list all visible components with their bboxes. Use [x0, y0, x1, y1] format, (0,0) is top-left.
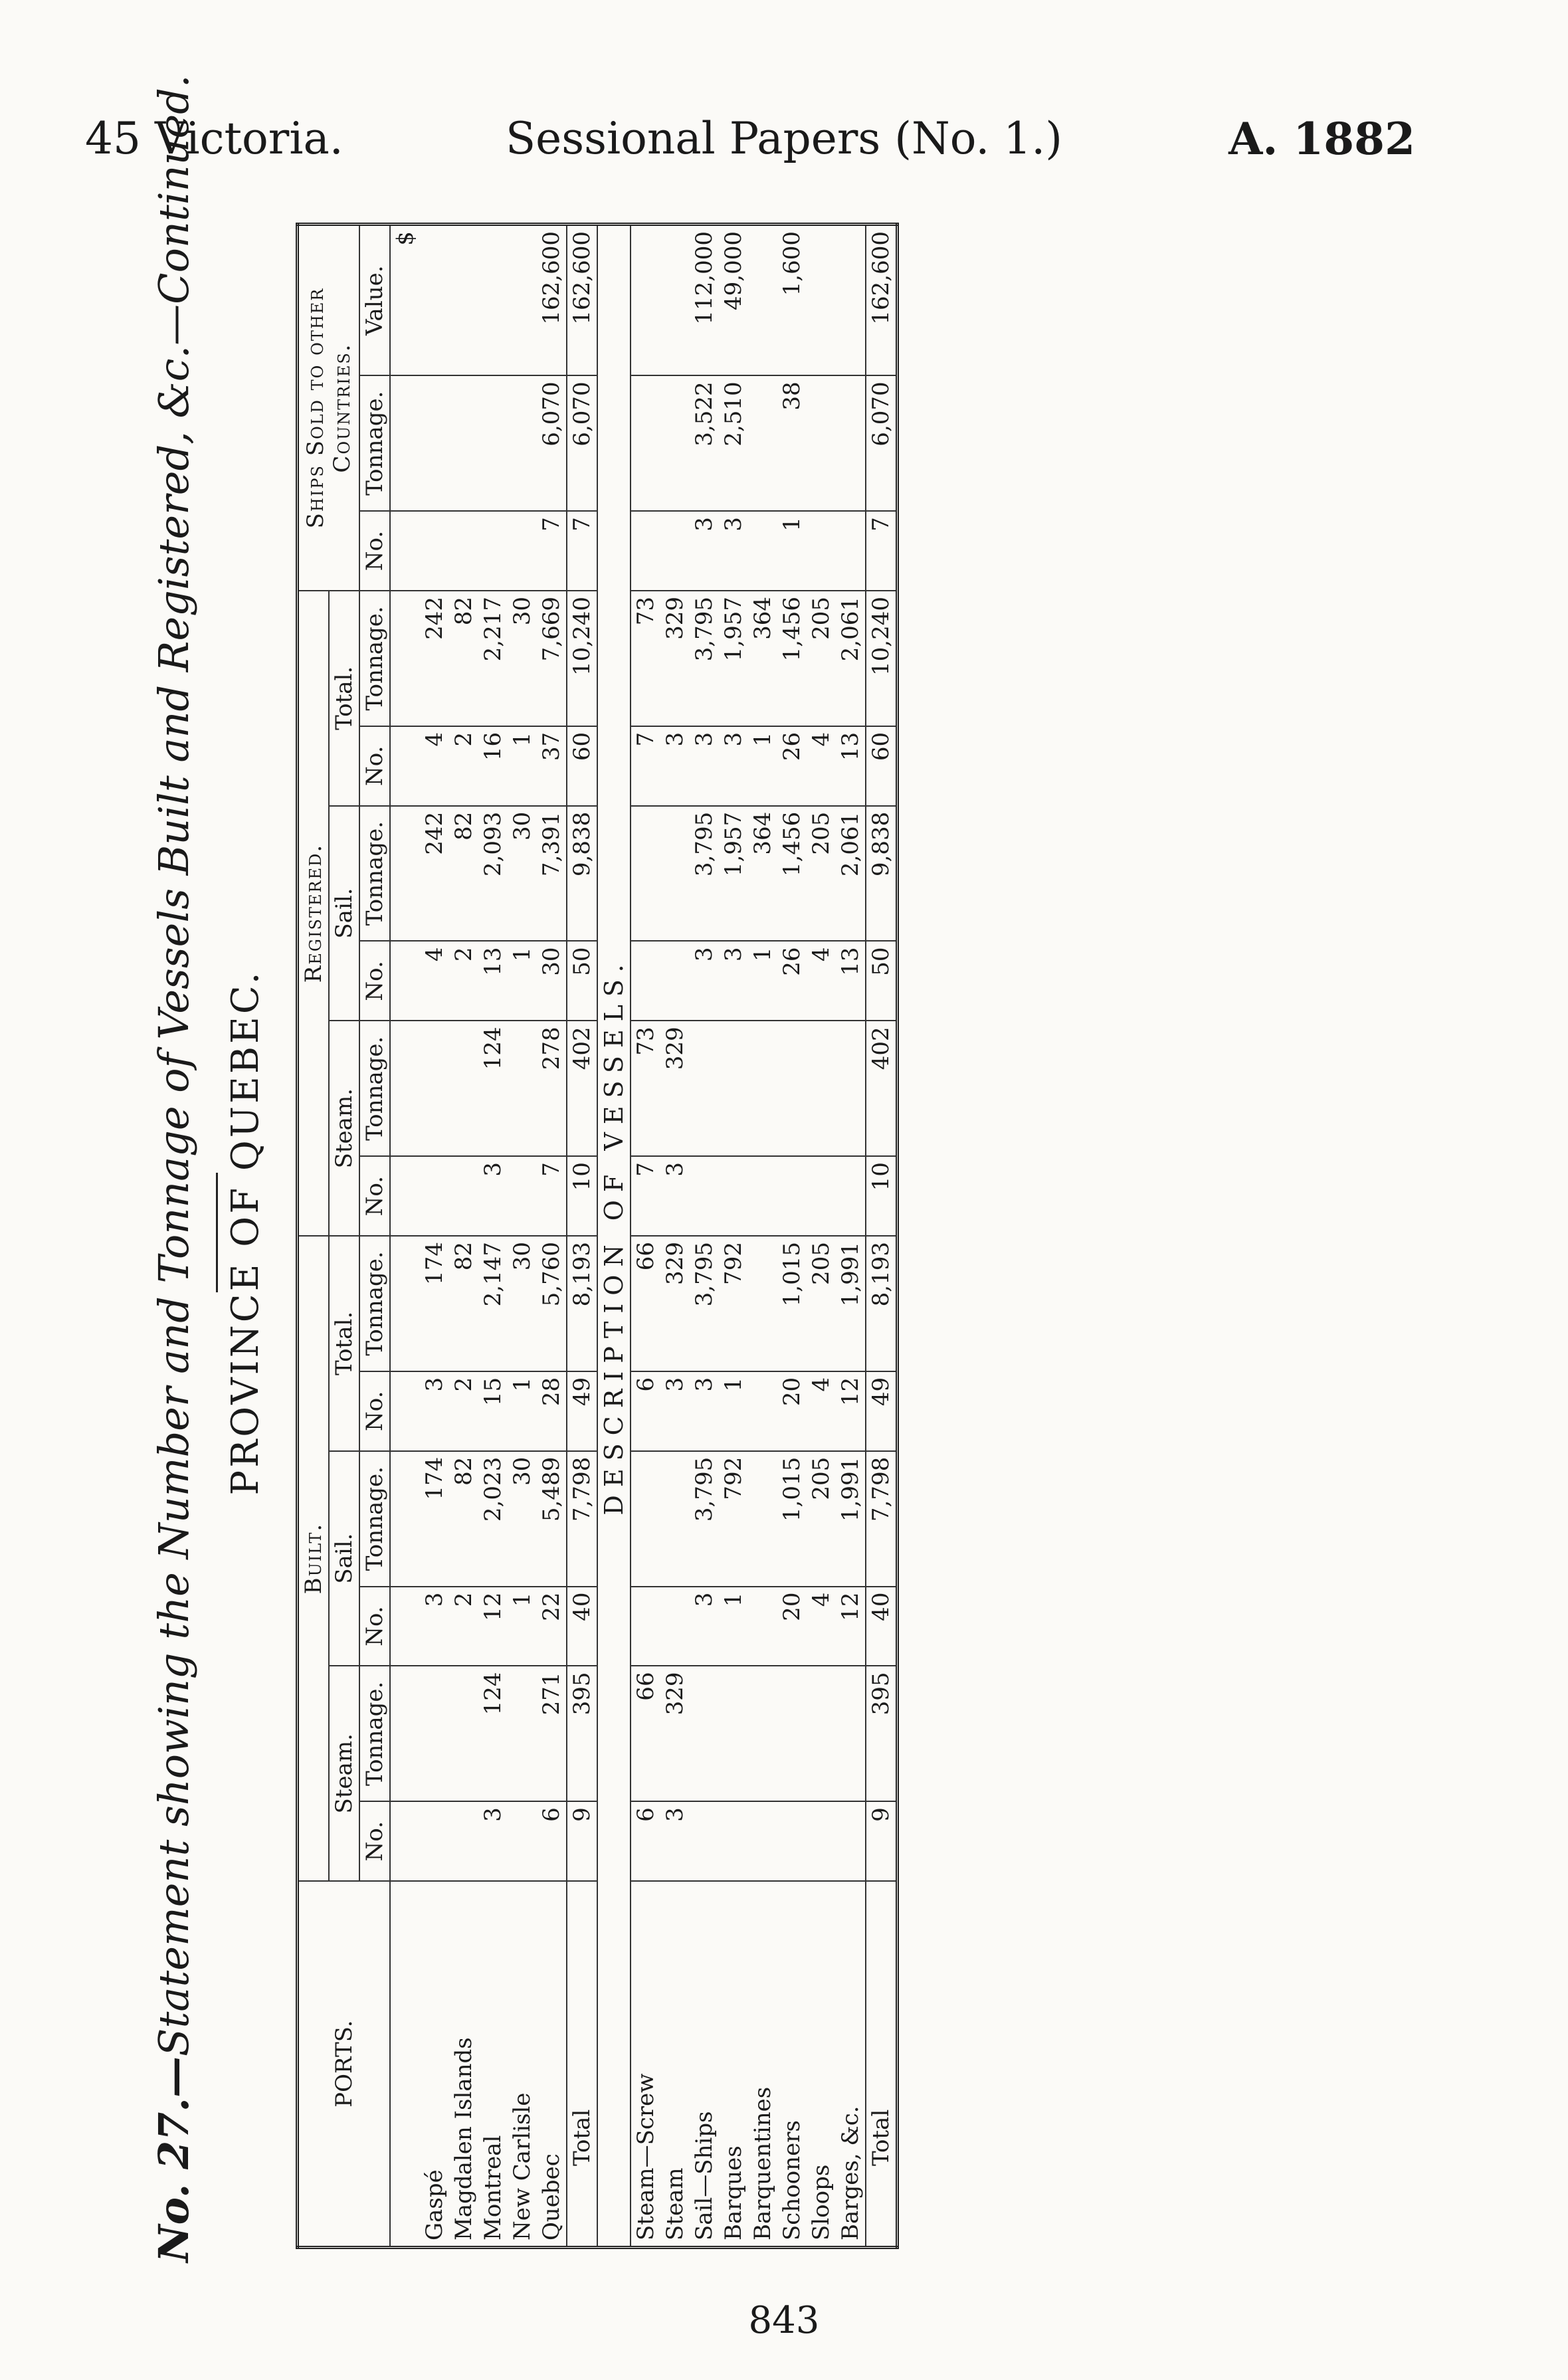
cell-r-st-no — [777, 1156, 807, 1236]
cell-r-st-t: 329 — [660, 1021, 690, 1156]
row-label: New Carlisle — [508, 1881, 537, 2247]
cell-b-st-t — [807, 1666, 836, 1801]
cell-b-st-t — [508, 1666, 537, 1801]
year-label: A. 1882 — [1228, 113, 1415, 165]
cell-s-no — [478, 511, 508, 591]
cell-b-sa-t: 1,015 — [777, 1451, 807, 1587]
cell-s-t — [836, 375, 866, 511]
cell-b-to-t: 8,193 — [866, 1236, 898, 1371]
row-label: Total — [866, 1881, 898, 2247]
cell-r-sa-no: 50 — [866, 942, 898, 1021]
session-label: 45 Victoria. — [85, 113, 343, 164]
cell-r-sa-t — [660, 806, 690, 942]
cell-r-sa-t: 82 — [449, 806, 478, 942]
cell-r-st-t: 73 — [631, 1021, 660, 1156]
cell-r-st-t — [719, 1021, 748, 1156]
cell-r-to-no: 4 — [420, 726, 449, 806]
cell-b-sa-t — [631, 1451, 660, 1587]
cell-b-st-t: 395 — [567, 1666, 597, 1801]
cell-r-to-t: 1,957 — [719, 591, 748, 726]
cell-b-to-no: 3 — [660, 1371, 690, 1451]
cell-r-to-t: 30 — [508, 591, 537, 726]
cell-r-st-no: 7 — [631, 1156, 660, 1236]
cell-s-t — [748, 375, 777, 511]
cell-b-st-no — [690, 1801, 719, 1881]
cell-b-sa-t: 30 — [508, 1451, 537, 1587]
cell-b-sa-no: 40 — [567, 1587, 597, 1666]
sessional-papers-label: Sessional Papers (No. 1.) — [505, 113, 1063, 164]
cell-s-no — [748, 511, 777, 591]
cell-s-v — [420, 225, 449, 376]
cell-b-to-no: 49 — [567, 1371, 597, 1451]
built-header: Built. — [298, 1236, 330, 1881]
cell-r-st-no: 7 — [537, 1156, 567, 1236]
cell-r-to-no: 60 — [567, 726, 597, 806]
cell-b-sa-t: 5,489 — [537, 1451, 567, 1587]
row-label: Quebec — [537, 1881, 567, 2247]
cell-r-to-t: 242 — [420, 591, 449, 726]
cell-r-sa-t: 3,795 — [690, 806, 719, 942]
cell-r-to-t: 3,795 — [690, 591, 719, 726]
row-label: Total — [567, 1881, 597, 2247]
cell-s-no — [836, 511, 866, 591]
cell-b-sa-t: 205 — [807, 1451, 836, 1587]
cell-b-sa-no: 3 — [420, 1587, 449, 1666]
cell-r-st-no: 10 — [567, 1156, 597, 1236]
cell-b-to-no: 1 — [719, 1371, 748, 1451]
cell-b-to-no: 1 — [508, 1371, 537, 1451]
cell-b-st-no: 6 — [537, 1801, 567, 1881]
cell-b-to-no: 15 — [478, 1371, 508, 1451]
cell-b-sa-no: 22 — [537, 1587, 567, 1666]
port-row — [449, 225, 478, 2248]
cell-r-st-no — [836, 1156, 866, 1236]
cell-b-st-no: 9 — [866, 1801, 898, 1881]
cell-b-to-no: 3 — [690, 1371, 719, 1451]
cell-r-st-no: 3 — [478, 1156, 508, 1236]
cell-r-to-t: 364 — [748, 591, 777, 726]
cell-r-to-t: 10,240 — [567, 591, 597, 726]
cell-r-sa-t: 2,061 — [836, 806, 866, 942]
cell-s-t — [449, 375, 478, 511]
cell-r-st-no — [449, 1156, 478, 1236]
cell-b-sa-t: 1,991 — [836, 1451, 866, 1587]
cell-r-to-no: 37 — [537, 726, 567, 806]
cell-b-sa-no: 12 — [836, 1587, 866, 1666]
province-title: PROVINCE OF QUEBEC. — [224, 969, 267, 1496]
cell-r-st-no — [719, 1156, 748, 1236]
cell-b-sa-no: 1 — [719, 1587, 748, 1666]
cell-r-sa-no — [631, 942, 660, 1021]
cell-b-sa-no: 12 — [478, 1587, 508, 1666]
dollar-row — [390, 225, 420, 2248]
cell-b-sa-t: 3,795 — [690, 1451, 719, 1587]
cell-b-to-no: 20 — [777, 1371, 807, 1451]
cell-r-sa-no: 4 — [807, 942, 836, 1021]
cell-b-sa-no: 40 — [866, 1587, 898, 1666]
col-no: No. — [359, 1371, 390, 1451]
row-label: Montreal — [478, 1881, 508, 2247]
cell-b-to-no: 4 — [807, 1371, 836, 1451]
cell-b-sa-t: 2,023 — [478, 1451, 508, 1587]
cell-r-sa-no: 13 — [836, 942, 866, 1021]
cell-s-t — [508, 375, 537, 511]
cell-s-t — [420, 375, 449, 511]
row-label: Sloops — [807, 1881, 836, 2247]
cell-r-st-t — [807, 1021, 836, 1156]
cell-r-st-t — [508, 1021, 537, 1156]
cell-r-st-t — [836, 1021, 866, 1156]
cell-b-st-t — [836, 1666, 866, 1801]
cell-b-sa-t: 7,798 — [866, 1451, 898, 1587]
cell-r-st-no — [508, 1156, 537, 1236]
cell-r-st-no — [807, 1156, 836, 1236]
cell-b-sa-no — [660, 1587, 690, 1666]
cell-r-to-t: 2,217 — [478, 591, 508, 726]
cell-r-st-no — [420, 1156, 449, 1236]
cell-b-st-t — [449, 1666, 478, 1801]
vessel-row — [690, 225, 719, 2248]
cell-b-st-no: 6 — [631, 1801, 660, 1881]
cell-s-t: 6,070 — [537, 375, 567, 511]
col-no: No. — [359, 1801, 390, 1881]
cell-s-t: 2,510 — [719, 375, 748, 511]
vessel-row — [631, 225, 660, 2248]
description-heading-row — [597, 225, 631, 2248]
cell-b-sa-no: 3 — [690, 1587, 719, 1666]
cell-r-to-no: 1 — [508, 726, 537, 806]
col-no: No. — [359, 942, 390, 1021]
cell-b-sa-no: 20 — [777, 1587, 807, 1666]
cell-b-st-no — [449, 1801, 478, 1881]
cell-b-st-no — [836, 1801, 866, 1881]
cell-s-v — [660, 225, 690, 376]
table-title — [149, 74, 198, 2262]
row-label: Barques — [719, 1881, 748, 2247]
cell-b-st-t — [690, 1666, 719, 1801]
cell-r-sa-t: 205 — [807, 806, 836, 942]
cell-s-no: 7 — [567, 511, 597, 591]
cell-r-to-t: 1,456 — [777, 591, 807, 726]
col-tonnage: Tonnage. — [359, 1021, 390, 1156]
cell-b-st-no — [508, 1801, 537, 1881]
cell-r-st-t — [449, 1021, 478, 1156]
cell-s-no: 1 — [777, 511, 807, 591]
cell-s-t — [807, 375, 836, 511]
cell-b-to-t: 1,991 — [836, 1236, 866, 1371]
col-value: Value. — [359, 225, 390, 376]
cell-r-st-t — [420, 1021, 449, 1156]
cell-r-st-no — [690, 1156, 719, 1236]
cell-s-v: 49,000 — [719, 225, 748, 376]
cell-s-v: 112,000 — [690, 225, 719, 376]
cell-s-no — [508, 511, 537, 591]
table-title-text: Statement showing the Number and Tonnage of Vessels Built and Registered, &c.—Continued. — [149, 74, 198, 2057]
cell-r-st-no: 10 — [866, 1156, 898, 1236]
cell-b-to-no: 49 — [866, 1371, 898, 1451]
cell-b-to-t: 329 — [660, 1236, 690, 1371]
cell-b-st-no — [420, 1801, 449, 1881]
cell-s-v — [836, 225, 866, 376]
cell-s-no: 3 — [690, 511, 719, 591]
port-row — [508, 225, 537, 2248]
cell-r-st-t — [777, 1021, 807, 1156]
cell-r-sa-t: 364 — [748, 806, 777, 942]
cell-r-to-no: 7 — [631, 726, 660, 806]
cell-b-to-no: 28 — [537, 1371, 567, 1451]
cell-r-to-no: 1 — [748, 726, 777, 806]
cell-b-st-no: 9 — [567, 1801, 597, 1881]
cell-r-sa-no: 1 — [508, 942, 537, 1021]
cell-r-to-no: 60 — [866, 726, 898, 806]
col-tonnage: Tonnage. — [359, 1451, 390, 1587]
cell-r-sa-no: 13 — [478, 942, 508, 1021]
cell-b-sa-no: 4 — [807, 1587, 836, 1666]
vessel-row — [777, 225, 807, 2248]
port-row — [478, 225, 508, 2248]
cell-s-t: 3,522 — [690, 375, 719, 511]
cell-r-to-t: 2,061 — [836, 591, 866, 726]
row-label: Steam — [660, 1881, 690, 2247]
col-no: No. — [359, 511, 390, 591]
cell-s-v — [807, 225, 836, 376]
row-label: Barquentines — [748, 1881, 777, 2247]
cell-b-to-t: 66 — [631, 1236, 660, 1371]
cell-b-st-t: 395 — [866, 1666, 898, 1801]
cell-r-sa-no: 30 — [537, 942, 567, 1021]
cell-b-to-no: 3 — [420, 1371, 449, 1451]
title-rule — [216, 1173, 218, 1292]
cell-b-st-t — [777, 1666, 807, 1801]
page-number: 843 — [748, 2299, 820, 2342]
cell-b-st-t: 329 — [660, 1666, 690, 1801]
cell-r-st-t: 402 — [567, 1021, 597, 1156]
cell-s-t — [660, 375, 690, 511]
cell-r-sa-no: 2 — [449, 942, 478, 1021]
col-tonnage: Tonnage. — [359, 1666, 390, 1801]
cell-b-st-no — [748, 1801, 777, 1881]
description-heading: DESCRIPTION OF VESSELS. — [597, 225, 631, 2248]
cell-r-sa-no: 26 — [777, 942, 807, 1021]
cell-s-v: 162,600 — [567, 225, 597, 376]
cell-s-t — [478, 375, 508, 511]
cell-s-no — [807, 511, 836, 591]
cell-r-to-no: 3 — [719, 726, 748, 806]
cell-s-v — [478, 225, 508, 376]
cell-b-sa-t: 792 — [719, 1451, 748, 1587]
vessel-row — [807, 225, 836, 2248]
cell-r-st-t — [690, 1021, 719, 1156]
col-no: No. — [359, 1156, 390, 1236]
col-tonnage: Tonnage. — [359, 806, 390, 942]
cell-r-sa-t: 242 — [420, 806, 449, 942]
cell-b-to-t: 3,795 — [690, 1236, 719, 1371]
table-number: No. 27.— — [149, 2056, 198, 2262]
cell-b-to-t: 205 — [807, 1236, 836, 1371]
cell-r-st-t — [748, 1021, 777, 1156]
cell-b-st-no — [777, 1801, 807, 1881]
vessels-total-row — [866, 225, 898, 2248]
cell-r-to-no: 13 — [836, 726, 866, 806]
cell-r-sa-t: 7,391 — [537, 806, 567, 942]
cell-r-to-no: 3 — [690, 726, 719, 806]
cell-b-to-no: 6 — [631, 1371, 660, 1451]
cell-s-no — [660, 511, 690, 591]
cell-r-st-no — [748, 1156, 777, 1236]
cell-r-to-no: 2 — [449, 726, 478, 806]
sold-header: Ships Sold to other Countries. — [298, 225, 360, 591]
cell-s-no: 7 — [537, 511, 567, 591]
cell-r-sa-t: 9,838 — [567, 806, 597, 942]
cell-s-t: 38 — [777, 375, 807, 511]
cell-b-st-t — [420, 1666, 449, 1801]
cell-b-to-no — [748, 1371, 777, 1451]
cell-r-st-no: 3 — [660, 1156, 690, 1236]
cell-r-to-no: 3 — [660, 726, 690, 806]
cell-b-st-no — [719, 1801, 748, 1881]
built-sail-header: Sail. — [329, 1451, 359, 1666]
cell-b-to-t: 5,760 — [537, 1236, 567, 1371]
cell-r-to-no: 4 — [807, 726, 836, 806]
cell-b-to-t: 8,193 — [567, 1236, 597, 1371]
cell-b-sa-t: 82 — [449, 1451, 478, 1587]
ports-header: PORTS. — [298, 1881, 391, 2247]
built-total-header: Total. — [329, 1236, 359, 1451]
cell-b-to-t: 30 — [508, 1236, 537, 1371]
cell-b-to-t — [748, 1236, 777, 1371]
cell-r-sa-no: 3 — [690, 942, 719, 1021]
cell-r-sa-no: 50 — [567, 942, 597, 1021]
cell-r-sa-no: 1 — [748, 942, 777, 1021]
cell-b-st-t — [719, 1666, 748, 1801]
col-tonnage: Tonnage. — [359, 375, 390, 511]
cell-r-sa-no: 3 — [719, 942, 748, 1021]
dollar-sign: $ — [390, 225, 420, 376]
cell-r-to-no: 26 — [777, 726, 807, 806]
cell-r-sa-t — [631, 806, 660, 942]
cell-s-no — [449, 511, 478, 591]
vessel-row — [719, 225, 748, 2248]
vessels-body — [597, 225, 898, 2248]
cell-b-to-no: 2 — [449, 1371, 478, 1451]
cell-b-st-t: 66 — [631, 1666, 660, 1801]
cell-b-sa-no: 1 — [508, 1587, 537, 1666]
registered-steam-header: Steam. — [329, 1021, 359, 1236]
cell-r-to-t: 329 — [660, 591, 690, 726]
col-tonnage: Tonnage. — [359, 1236, 390, 1371]
cell-b-to-t: 174 — [420, 1236, 449, 1371]
cell-b-st-no: 3 — [478, 1801, 508, 1881]
cell-s-v: 162,600 — [866, 225, 898, 376]
cell-b-st-t: 124 — [478, 1666, 508, 1801]
cell-r-to-t: 10,240 — [866, 591, 898, 726]
cell-s-v — [748, 225, 777, 376]
registered-total-header: Total. — [329, 591, 359, 806]
col-no: No. — [359, 726, 390, 806]
cell-b-sa-t: 7,798 — [567, 1451, 597, 1587]
cell-r-to-no: 16 — [478, 726, 508, 806]
cell-r-sa-t: 30 — [508, 806, 537, 942]
cell-b-st-no: 3 — [660, 1801, 690, 1881]
cell-b-sa-t — [748, 1451, 777, 1587]
col-no: No. — [359, 1587, 390, 1666]
cell-r-to-t: 73 — [631, 591, 660, 726]
cell-b-sa-no: 2 — [449, 1587, 478, 1666]
cell-b-st-t: 271 — [537, 1666, 567, 1801]
cell-r-to-t: 7,669 — [537, 591, 567, 726]
cell-s-no: 7 — [866, 511, 898, 591]
col-tonnage: Tonnage. — [359, 591, 390, 726]
cell-s-v — [508, 225, 537, 376]
cell-b-to-t: 1,015 — [777, 1236, 807, 1371]
cell-b-sa-t: 174 — [420, 1451, 449, 1587]
cell-b-to-t: 2,147 — [478, 1236, 508, 1371]
cell-r-sa-t: 9,838 — [866, 806, 898, 942]
statement-table — [296, 223, 899, 2249]
row-label: Steam—Screw — [631, 1881, 660, 2247]
cell-r-st-t: 124 — [478, 1021, 508, 1156]
row-label: Gaspé — [420, 1881, 449, 2247]
port-row — [420, 225, 449, 2248]
port-row — [537, 225, 567, 2248]
registered-header: Registered. — [298, 591, 330, 1236]
row-label: Schooners — [777, 1881, 807, 2247]
cell-b-to-no: 12 — [836, 1371, 866, 1451]
cell-r-sa-no: 4 — [420, 942, 449, 1021]
row-label: Sail—Ships — [690, 1881, 719, 2247]
vessel-row — [836, 225, 866, 2248]
cell-s-v: 1,600 — [777, 225, 807, 376]
cell-s-v: 162,600 — [537, 225, 567, 376]
vessel-row — [660, 225, 690, 2248]
cell-r-sa-t: 1,957 — [719, 806, 748, 942]
cell-r-st-t: 402 — [866, 1021, 898, 1156]
cell-s-v — [449, 225, 478, 376]
ports-total-row — [567, 225, 597, 2248]
cell-s-no — [420, 511, 449, 591]
cell-r-sa-t: 2,093 — [478, 806, 508, 942]
cell-r-sa-t: 1,456 — [777, 806, 807, 942]
ports-body — [390, 225, 597, 2248]
cell-s-no: 3 — [719, 511, 748, 591]
cell-b-sa-t — [660, 1451, 690, 1587]
cell-b-st-no — [807, 1801, 836, 1881]
vessel-row — [748, 225, 777, 2248]
cell-r-to-t: 82 — [449, 591, 478, 726]
cell-b-sa-no — [748, 1587, 777, 1666]
row-label: Magdalen Islands — [449, 1881, 478, 2247]
row-label: Barges, &c. — [836, 1881, 866, 2247]
cell-s-no — [631, 511, 660, 591]
cell-b-to-t: 82 — [449, 1236, 478, 1371]
registered-sail-header: Sail. — [329, 806, 359, 1021]
cell-s-v — [631, 225, 660, 376]
cell-r-sa-no — [660, 942, 690, 1021]
cell-b-sa-no — [631, 1587, 660, 1666]
cell-r-to-t: 205 — [807, 591, 836, 726]
cell-b-st-t — [748, 1666, 777, 1801]
built-steam-header: Steam. — [329, 1666, 359, 1881]
cell-s-t: 6,070 — [866, 375, 898, 511]
cell-s-t — [631, 375, 660, 511]
cell-r-st-t: 278 — [537, 1021, 567, 1156]
cell-s-t: 6,070 — [567, 375, 597, 511]
cell-b-to-t: 792 — [719, 1236, 748, 1371]
